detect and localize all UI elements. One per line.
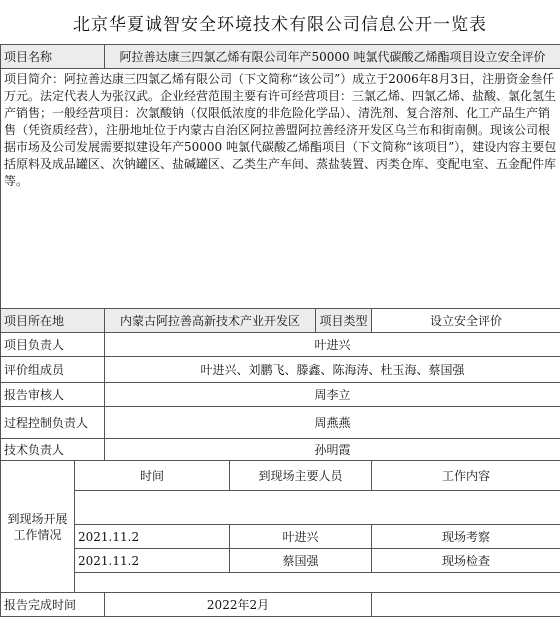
reviewer-row bbox=[1, 383, 560, 407]
fieldwork-row bbox=[1, 549, 560, 573]
fieldwork-row-content: 现场检查 bbox=[372, 549, 560, 573]
fieldwork-blank bbox=[75, 573, 560, 593]
fieldwork-row-time: 2021.11.2 bbox=[75, 549, 230, 573]
tech-leader-value: 孙明霞 bbox=[105, 439, 560, 461]
fieldwork-header-row bbox=[1, 461, 560, 491]
location-row bbox=[1, 309, 560, 333]
tech-leader-row bbox=[1, 439, 560, 461]
completion-label: 报告完成时间 bbox=[1, 593, 105, 617]
project-name-label: 项目名称 bbox=[1, 45, 105, 69]
completion-blank bbox=[372, 593, 560, 617]
process-control-value: 周燕燕 bbox=[105, 407, 560, 439]
project-name-row bbox=[1, 45, 560, 69]
page-title: 北京华夏诚智安全环境技术有限公司信息公开一览表 bbox=[0, 0, 560, 44]
location-value: 内蒙古阿拉善高新技术产业开发区 bbox=[105, 309, 316, 333]
fieldwork-blank-row bbox=[1, 573, 560, 593]
project-intro-row bbox=[1, 69, 560, 309]
members-label: 评价组成员 bbox=[1, 357, 105, 383]
fieldwork-content-header: 工作内容 bbox=[372, 461, 560, 491]
fieldwork-row-time: 2021.11.2 bbox=[75, 525, 230, 549]
completion-row bbox=[1, 593, 560, 617]
project-name-value: 阿拉善达康三四氯乙烯有限公司年产50000 吨氯代碳酸乙烯酯项目设立安全评价 bbox=[105, 45, 560, 69]
completion-value: 2022年2月 bbox=[105, 593, 372, 617]
project-intro-text: 项目简介：阿拉善达康三四氯乙烯有限公司（下文简称“该公司”）成立于2006年8月3日，注册资金叁仟万元。法定代表人为张汉武。企业经营范围主要有许可经营项目：三氯乙烯、四氯乙烯、盐酸、氯化氢生产销售；一般经营项目：次氯酸钠（仅限低浓度的非危险化学品）、清洗剂、复合溶剂、化工产品生产销售（凭资质经营），注册地址位于内蒙古自治区阿拉善盟阿拉善经济开发区乌兰布和街南侧。现该公司根据市场及公司发展需要拟建设年产50000 吨氯代碳酸乙烯酯项目（下文简称“该项目”），建设内容主要包括原料及成品罐区、次钠罐区、盐碱罐区、乙类生产车间、蒸盐装置、丙类仓库、变配电室、五金配件库等。 bbox=[1, 69, 560, 309]
fieldwork-row-content: 现场考察 bbox=[372, 525, 560, 549]
process-control-row bbox=[1, 407, 560, 439]
fieldwork-people-header: 到现场主要人员 bbox=[230, 461, 372, 491]
fieldwork-row-people: 蔡国强 bbox=[230, 549, 372, 573]
info-table bbox=[0, 44, 560, 617]
fieldwork-label: 到现场开展工作情况 bbox=[1, 461, 75, 593]
fieldwork-time-header: 时间 bbox=[75, 461, 230, 491]
leader-label: 项目负责人 bbox=[1, 333, 105, 357]
fieldwork-spacer bbox=[75, 491, 560, 525]
members-row bbox=[1, 357, 560, 383]
fieldwork-row-people: 叶进兴 bbox=[230, 525, 372, 549]
fieldwork-row bbox=[1, 525, 560, 549]
process-control-label: 过程控制负责人 bbox=[1, 407, 105, 439]
leader-value: 叶进兴 bbox=[105, 333, 560, 357]
members-value: 叶进兴、刘鹏飞、滕鑫、陈海涛、杜玉海、蔡国强 bbox=[105, 357, 560, 383]
leader-row bbox=[1, 333, 560, 357]
fieldwork-spacer-row bbox=[1, 491, 560, 525]
reviewer-value: 周李立 bbox=[105, 383, 560, 407]
project-type-value: 设立安全评价 bbox=[372, 309, 560, 333]
tech-leader-label: 技术负责人 bbox=[1, 439, 105, 461]
project-type-label: 项目类型 bbox=[316, 309, 372, 333]
location-label: 项目所在地 bbox=[1, 309, 105, 333]
reviewer-label: 报告审核人 bbox=[1, 383, 105, 407]
